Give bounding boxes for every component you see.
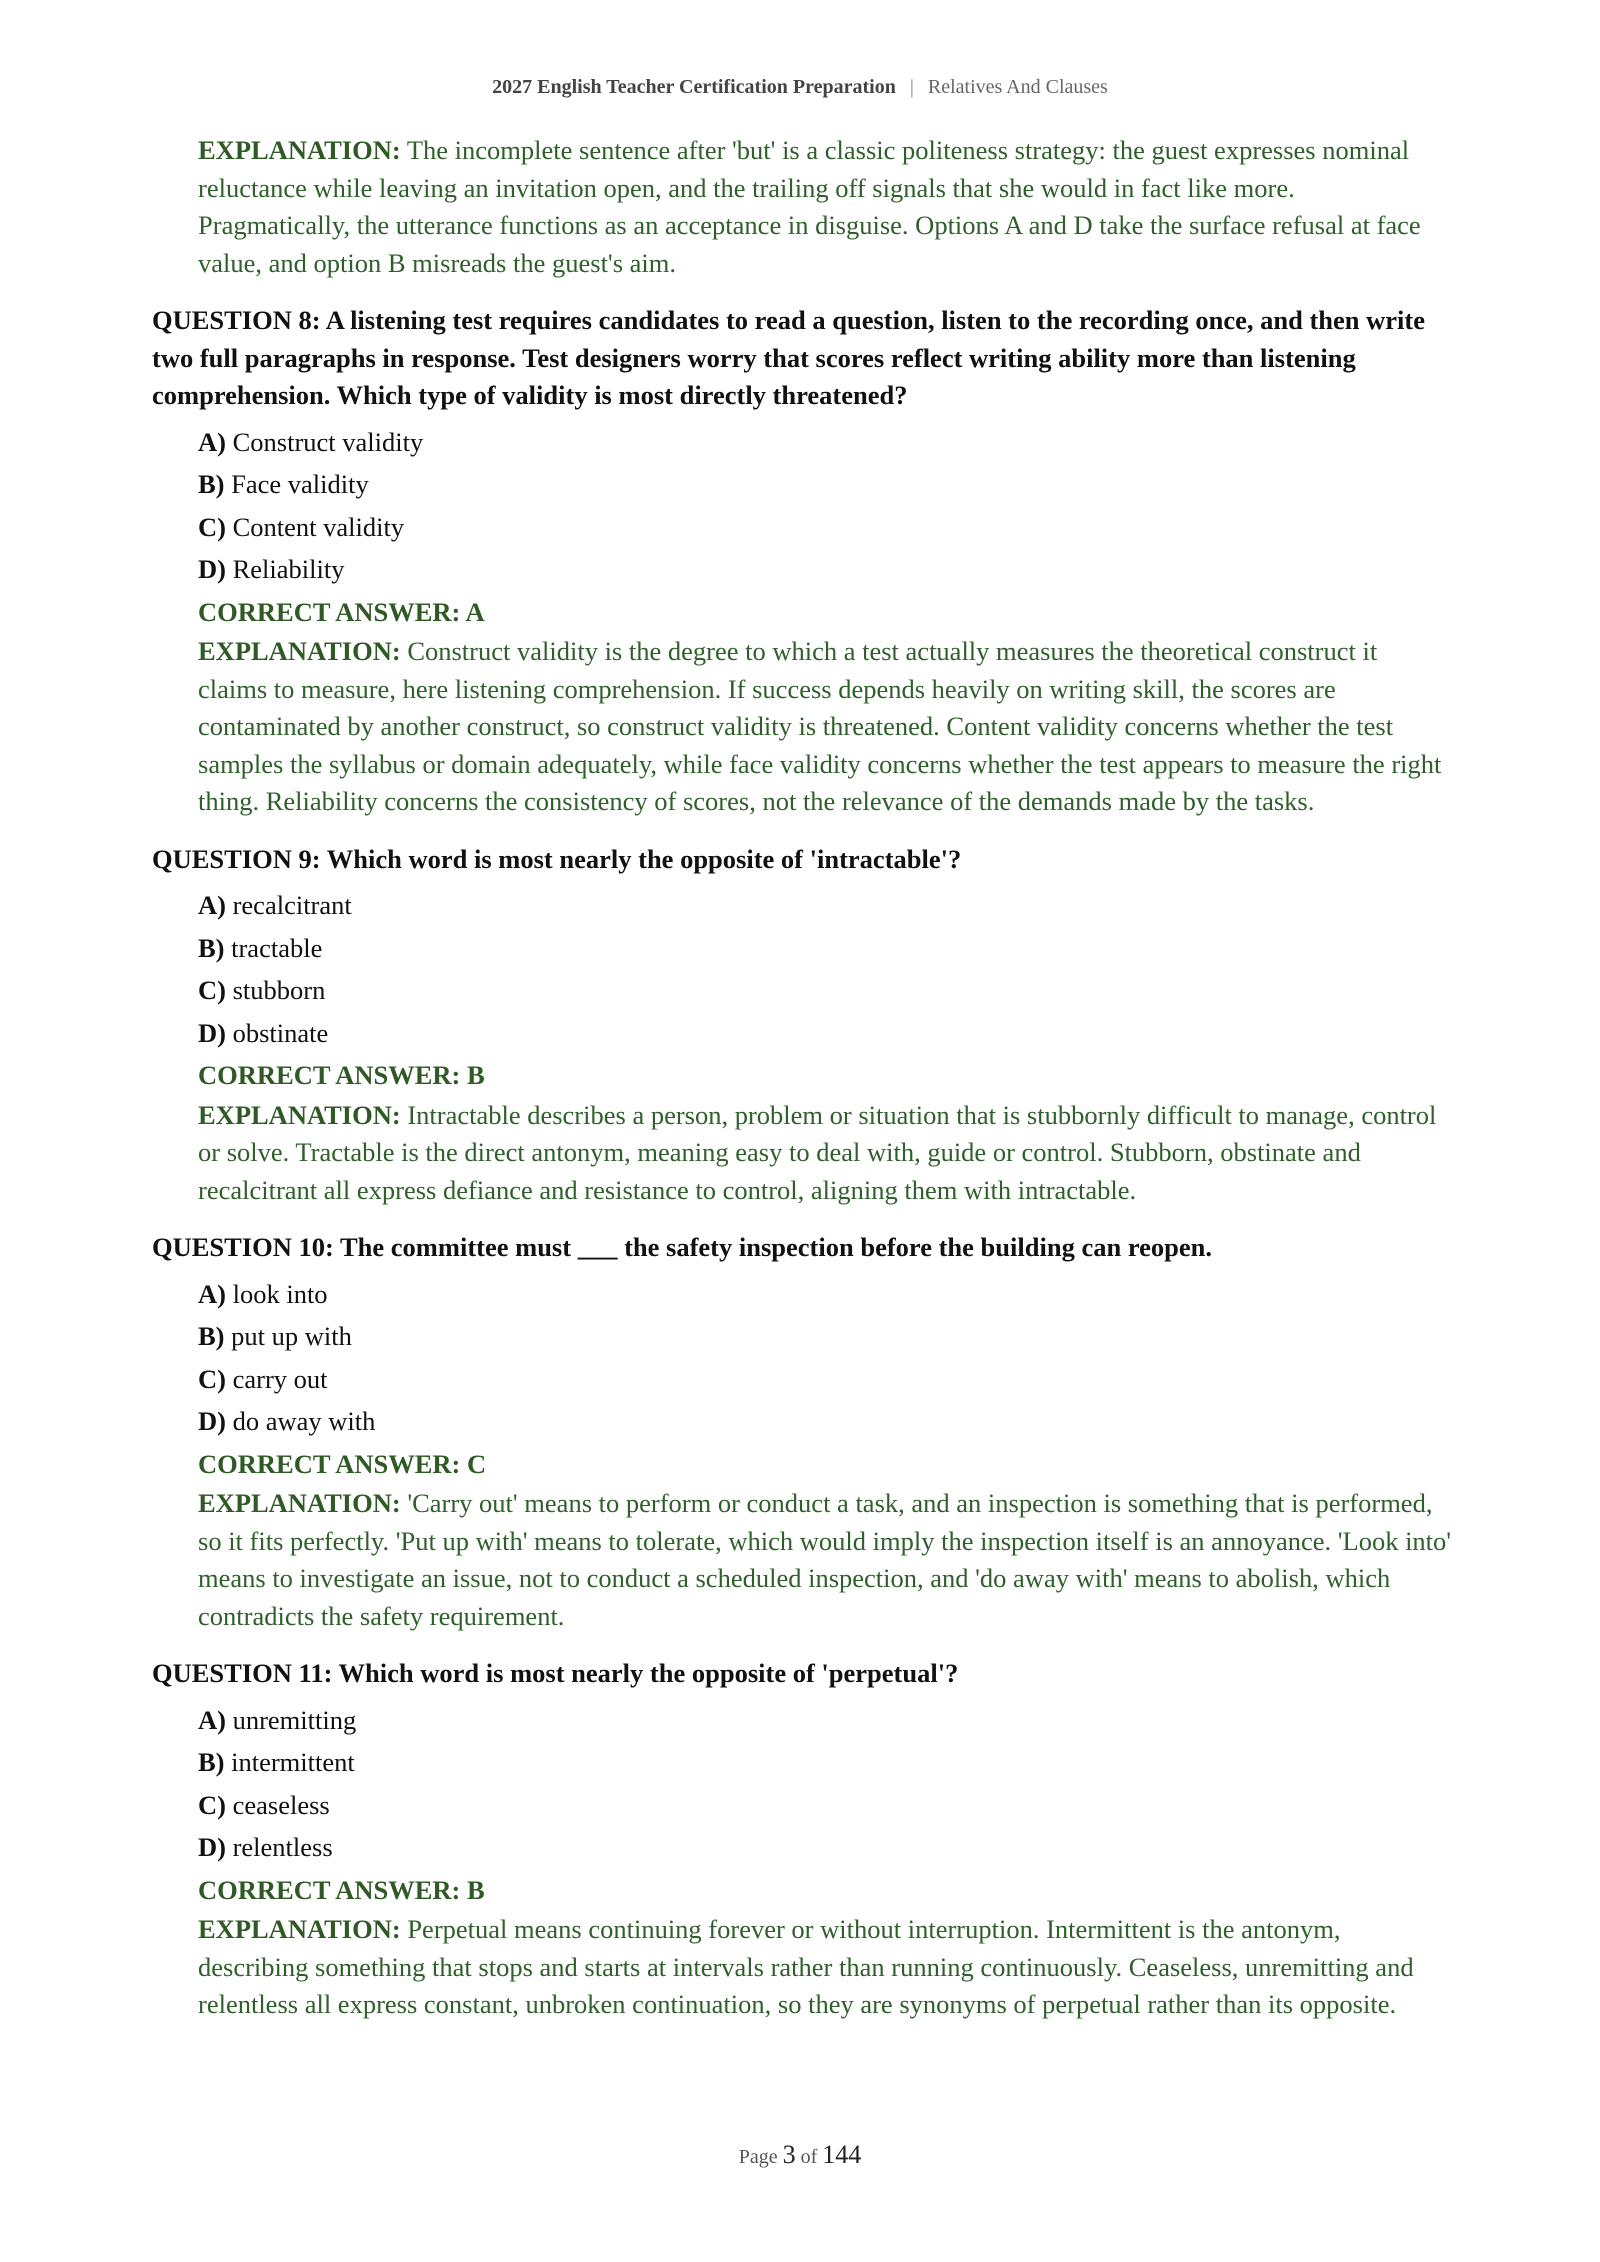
option-a — [198, 1273, 1452, 1316]
option-text: do away with — [225, 1406, 376, 1436]
explanation-label: EXPLANATION: — [198, 1488, 401, 1518]
option-letter: C) — [198, 511, 226, 542]
option-text: carry out — [225, 1363, 328, 1394]
question-block-11 — [152, 1655, 1452, 2024]
option-c — [198, 506, 1452, 549]
option-letter: C) — [198, 1789, 226, 1820]
option-letter: B) — [198, 1747, 225, 1777]
option-b — [198, 463, 1452, 506]
option-letter: A) — [198, 426, 226, 457]
intro-explanation — [198, 132, 1452, 282]
option-text: stubborn — [225, 975, 326, 1005]
option-letter: D) — [198, 554, 226, 584]
correct-answer: CORRECT ANSWER: A — [198, 596, 485, 627]
option-text: Reliability — [225, 554, 345, 584]
total-pages: 144 — [822, 2140, 862, 2169]
explanation-label: EXPLANATION: — [198, 135, 401, 165]
question-block-9 — [152, 841, 1452, 1210]
option-text: relentless — [225, 1832, 333, 1862]
explanation-text: Perpetual means continuing forever or without interruption. Intermittent is the antonym, describing something that stops and starts at intervals rather than running continuously. Ceaseless, unremitting and relentless all express constant, unbroken continuation, so they are synonyms of perpetual rather than its opposite. — [198, 1914, 1414, 2019]
option-letter: B) — [198, 469, 225, 499]
option-d — [198, 1826, 1452, 1869]
option-c — [198, 969, 1452, 1012]
page-word: Page — [738, 2146, 783, 2168]
page-content — [152, 132, 1452, 2024]
option-text: ceaseless — [225, 1789, 330, 1820]
header-separator: | — [909, 76, 914, 98]
option-letter: A) — [198, 890, 226, 920]
option-letter: A) — [198, 1278, 226, 1309]
option-text: look into — [225, 1278, 328, 1309]
explanation — [198, 1911, 1452, 2024]
option-text: Construct validity — [225, 426, 424, 457]
explanation — [198, 1485, 1452, 1635]
page-footer — [0, 2140, 1600, 2170]
explanation-label: EXPLANATION: — [198, 1914, 401, 1944]
option-letter: B) — [198, 1321, 225, 1351]
option-letter: A) — [198, 1704, 226, 1735]
question-block-10 — [152, 1229, 1452, 1635]
option-c — [198, 1784, 1452, 1827]
correct-answer: CORRECT ANSWER: C — [198, 1448, 487, 1479]
explanation-label: EXPLANATION: — [198, 1099, 401, 1130]
option-b — [198, 1741, 1452, 1784]
option-letter: D) — [198, 1406, 226, 1436]
option-d — [198, 1400, 1452, 1443]
option-text: Face validity — [224, 469, 369, 499]
option-b — [198, 1315, 1452, 1358]
option-letter: D) — [198, 1017, 226, 1048]
header-title: 2027 English Teacher Certification Preparation — [492, 76, 896, 98]
option-text: tractable — [224, 932, 323, 963]
option-text: obstinate — [225, 1017, 329, 1048]
explanation-text: 'Carry out' means to perform or conduct a task, and an inspection is something that is performed, so it fits perfectly. 'Put up with' means to tolerate, which would imply the inspection itself is an annoyance. 'Look into' means to investigate an issue, not to conduct a scheduled inspection, and 'do away with' means to abolish, which contradicts the safety requirement. — [198, 1488, 1452, 1631]
explanation-text: Construct validity is the degree to which a test actually measures the theoretical construct it claims to measure, here listening comprehension. If success depends heavily on writing skill, the scores are contaminated by another construct, so construct validity is threatened. Content validity concerns whether the test samples the syllabus or domain adequately, while face validity concerns whether the test appears to measure the right thing. Reliability concerns the consistency of scores, not the relevance of the demands made by the tasks. — [198, 636, 1442, 816]
option-text: recalcitrant — [225, 890, 352, 920]
header-section: Relatives And Clauses — [927, 76, 1108, 98]
option-text: Content validity — [225, 511, 405, 542]
option-text: unremitting — [225, 1704, 357, 1735]
option-b — [198, 927, 1452, 970]
explanation-label: EXPLANATION: — [198, 636, 401, 666]
option-c — [198, 1358, 1452, 1401]
explanation-text: The incomplete sentence after 'but' is a classic politeness strategy: the guest expresses nominal reluctance while leaving an invitation open, and the trailing off signals that she would in fact like more. Pragmatically, the utterance functions as an acceptance in disguise. Options A and D take the surface refusal at face value, and option B misreads the guest's aim. — [198, 135, 1421, 278]
option-letter: C) — [198, 975, 226, 1005]
question-prompt: QUESTION 10: The committee must ___ the safety inspection before the building can reopen. — [152, 1232, 1212, 1262]
option-a — [198, 1699, 1452, 1742]
option-text: put up with — [224, 1321, 352, 1351]
explanation — [198, 633, 1452, 821]
question-prompt: QUESTION 8: A listening test requires candidates to read a question, listen to the recording once, and then write two full paragraphs in response. Test designers worry that scores reflect writing ability more than listening comprehension. Which type of validity is most directly threatened? — [152, 305, 1426, 410]
option-letter: C) — [198, 1363, 226, 1394]
option-letter: B) — [198, 932, 225, 963]
page-number: 3 — [782, 2140, 796, 2169]
explanation-text: Intractable describes a person, problem or situation that is stubbornly difficult to manage, control or solve. Tractable is the direct antonym, meaning easy to deal with, guide or control. Stubborn, obstinate and recalcitrant all express defiance and resistance to control, aligning them with intractable. — [198, 1099, 1437, 1205]
question-block-8 — [152, 302, 1452, 821]
option-d — [198, 1012, 1452, 1055]
option-letter: D) — [198, 1832, 226, 1862]
running-header — [0, 76, 1600, 99]
question-prompt: QUESTION 9: Which word is most nearly the opposite of 'intractable'? — [152, 843, 962, 874]
of-word: of — [795, 2146, 823, 2168]
correct-answer: CORRECT ANSWER: B — [198, 1060, 485, 1090]
option-text: intermittent — [224, 1747, 355, 1777]
option-d — [198, 548, 1452, 591]
explanation — [198, 1097, 1452, 1210]
question-prompt: QUESTION 11: Which word is most nearly the opposite of 'perpetual'? — [152, 1658, 959, 1688]
option-a — [198, 421, 1452, 464]
option-a — [198, 884, 1452, 927]
correct-answer: CORRECT ANSWER: B — [198, 1874, 485, 1905]
